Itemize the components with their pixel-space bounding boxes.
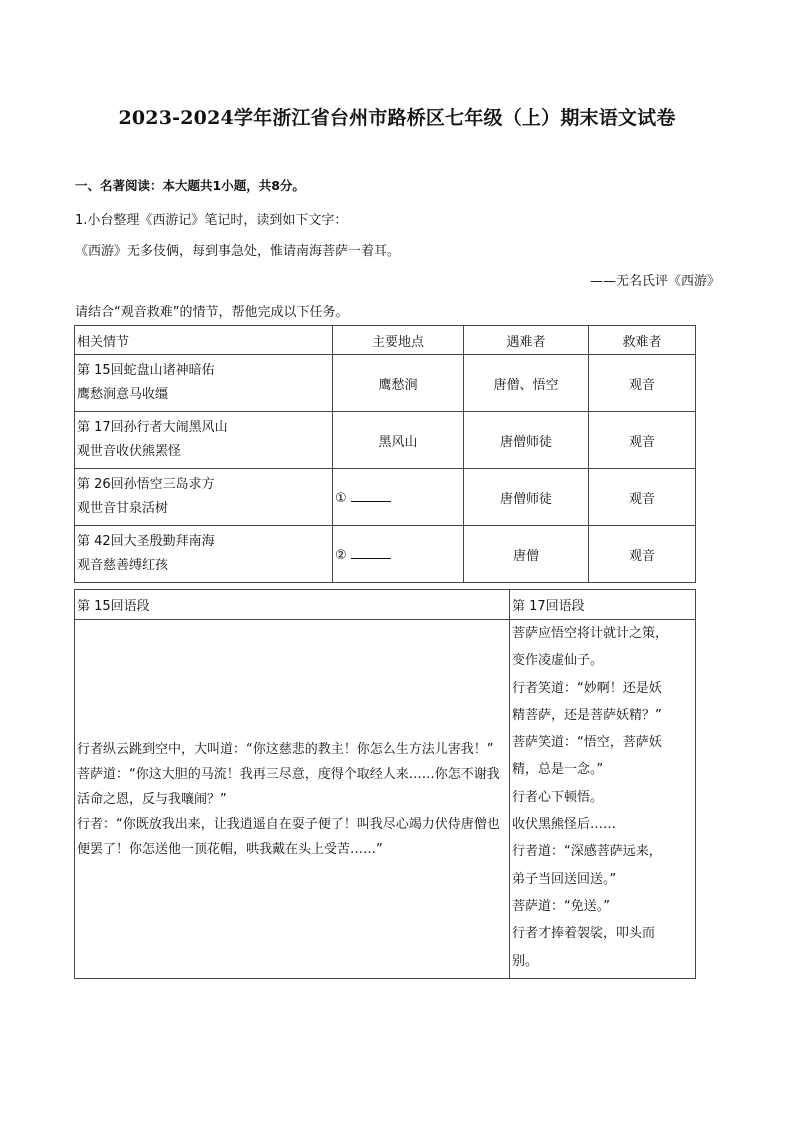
excerpt-line: 变作凌虚仙子。 [512, 653, 604, 669]
excerpt-line: 弟子当回送回送。” [512, 871, 617, 887]
excerpt-left-cell [75, 620, 510, 979]
blank-marker: ① [335, 490, 347, 506]
header-plot: 相关情节 [75, 326, 333, 355]
excerpt-paragraph: 菩萨道：“你这大胆的马流！我再三尽意，度得个取经人来……你怎不谢我活命之恩，反与我嚷闹？” [77, 766, 500, 807]
task-text: 请结合“观音救难”的情节，帮他完成以下任务。 [75, 305, 349, 320]
quote-source: ——无名氏评《西游》 [589, 274, 720, 289]
chapter-cell [75, 526, 333, 583]
excerpt-line: 行者道：“深感菩萨远来， [512, 844, 662, 860]
chapter-title-line1: 第 26回孙悟空三岛求方 [77, 477, 215, 492]
excerpt-line: 菩萨应悟空将计就计之策， [512, 626, 669, 641]
header-place: 主要地点 [333, 326, 464, 355]
chapter-title-line1: 第 15回蛇盘山诸神暗佑 [77, 363, 215, 378]
table-row [75, 469, 696, 526]
chapter-title-line1: 第 42回大圣殷勤拜南海 [77, 534, 215, 549]
chapter-cell [75, 469, 333, 526]
blank-marker: ② [335, 547, 347, 563]
victim-cell: 唐僧、悟空 [464, 355, 589, 412]
excerpt-line: 精菩萨，还是菩萨妖精？” [512, 707, 662, 723]
rescuer-cell: 观音 [589, 412, 696, 469]
excerpt-line: 行者心下顿悟。 [512, 789, 604, 805]
excerpt-table-header [75, 590, 696, 620]
excerpt-header-right: 第 17回语段 [510, 590, 696, 620]
rescuer-cell: 观音 [589, 469, 696, 526]
excerpt-line: 别。 [512, 953, 539, 969]
chapter-title-line1: 第 17回孙行者大闹黑风山 [77, 420, 228, 435]
place-cell: 黑风山 [333, 412, 464, 469]
excerpt-right-cell [510, 620, 696, 979]
excerpt-line: 收伏黑熊怪后…… [512, 817, 617, 833]
excerpt-header-left: 第 15回语段 [75, 590, 510, 620]
rescuer-cell: 观音 [589, 355, 696, 412]
table-row [75, 355, 696, 412]
answer-blank-2[interactable] [351, 546, 391, 559]
excerpt-line: 菩萨道：“免送。” [512, 898, 610, 914]
place-blank-cell [333, 526, 464, 583]
excerpt-paragraph: 行者：“你既放我出来，让我逍遥自在耍子便了！叫我尽心竭力伏侍唐僧也便罢了！你怎送他一顶花帽，哄我戴在头上受苦……” [77, 816, 500, 857]
answer-blank-1[interactable] [351, 489, 391, 502]
plot-table-header [75, 326, 696, 355]
excerpt-line: 行者笑道：“妙啊！还是妖 [512, 680, 662, 696]
chapter-title-line2: 观世音甘泉活树 [77, 501, 169, 516]
place-cell: 鹰愁涧 [333, 355, 464, 412]
victim-cell: 唐僧师徒 [464, 412, 589, 469]
quote-text: 《西游》无多伎俩，每到事急处，惟请南海菩萨一着耳。 [75, 244, 401, 259]
excerpt-table [74, 589, 696, 979]
excerpt-paragraph: 行者纵云跳到空中，大叫道：“你这慈悲的教主！你怎么生方法儿害我！” [77, 741, 494, 757]
chapter-title-line2: 观音慈善缚红孩 [77, 558, 169, 573]
excerpt-line: 精，总是一念。” [512, 762, 604, 778]
header-rescuer: 救难者 [589, 326, 696, 355]
chapter-title-line2: 鹰愁涧意马收缰 [77, 387, 169, 402]
victim-cell: 唐僧 [464, 526, 589, 583]
exam-title: 2023-2024学年浙江省台州市路桥区七年级（上）期末语文试卷 [118, 107, 676, 129]
chapter-cell [75, 412, 333, 469]
place-blank-cell [333, 469, 464, 526]
header-victim: 遇难者 [464, 326, 589, 355]
rescuer-cell: 观音 [589, 526, 696, 583]
victim-cell: 唐僧师徒 [464, 469, 589, 526]
section-heading: 一、名著阅读：本大题共1小题，共8分。 [75, 178, 305, 193]
question-intro: 1.小台整理《西游记》笔记时，读到如下文字： [75, 213, 348, 228]
excerpt-line: 行者才捧着袈裟，叩头而 [512, 926, 656, 942]
chapter-title-line2: 观世音收伏熊罴怪 [77, 444, 182, 459]
excerpt-table-body [75, 620, 696, 979]
chapter-cell [75, 355, 333, 412]
table-row [75, 526, 696, 583]
table-row [75, 412, 696, 469]
plot-table [74, 325, 696, 583]
excerpt-line: 菩萨笑道：“悟空，菩萨妖 [512, 735, 662, 751]
